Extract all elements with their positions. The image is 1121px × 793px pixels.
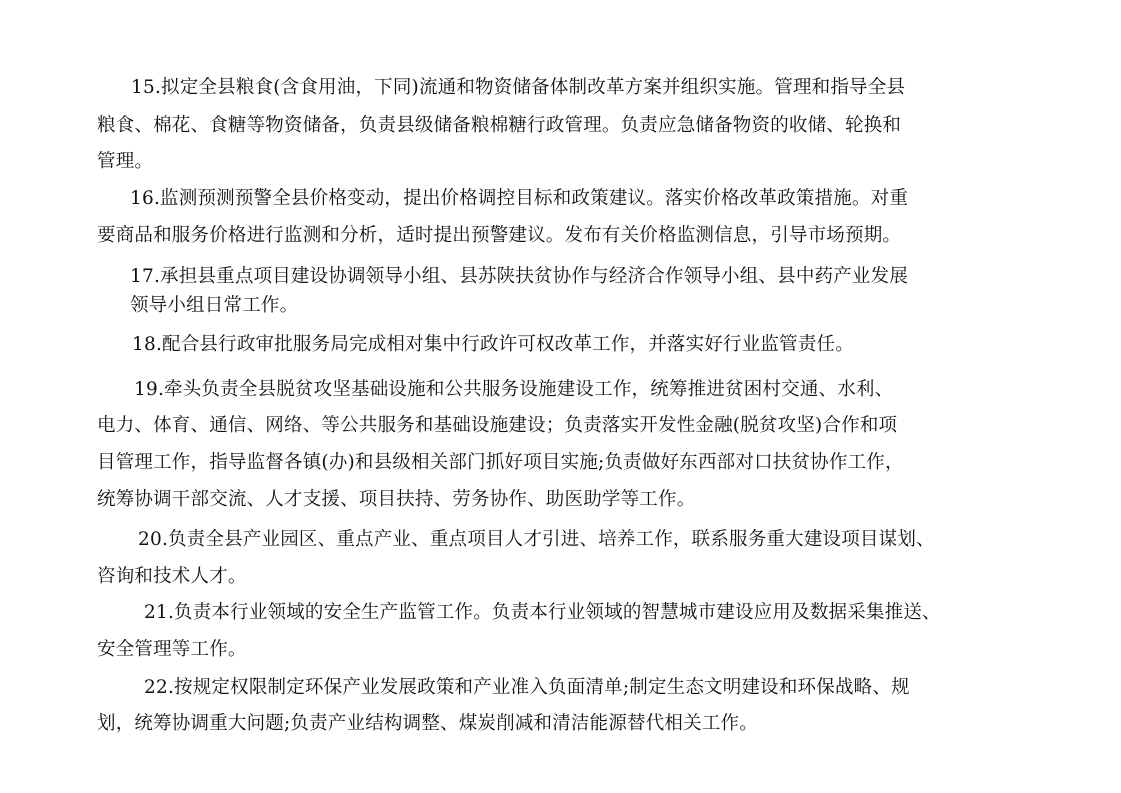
paragraph-15-line-3: 管理。 [97,151,154,172]
paragraph-16-line-1: 16.监测预测预警全县价格变动，提出价格调控目标和政策建议。落实价格改革政策措施。对重 [130,188,909,209]
paragraph-19-line-1: 19.牵头负责全县脱贫攻坚基础设施和公共服务设施建设工作，统筹推进贫困村交通、水利、 [134,379,894,400]
paragraph-15-line-1: 15.拟定全县粮食(含食用油，下同)流通和物资储备体制改革方案并组织实施。管理和指导全县 [131,77,906,98]
paragraph-16-line-2: 要商品和服务价格进行监测和分析，适时提出预警建议。发布有关价格监测信息，引导市场预期。 [97,225,902,246]
paragraph-20-line-1: 20.负责全县产业园区、重点产业、重点项目人才引进、培养工作，联系服务重大建设项目谋划、 [138,529,935,550]
paragraph-21-line-2: 安全管理等工作。 [97,639,247,660]
paragraph-15-line-2: 粮食、棉花、食糖等物资储备，负责县级储备粮棉糖行政管理。负责应急储备物资的收储、轮换和 [97,115,902,136]
paragraph-22-line-2: 划，统筹协调重大问题;负责产业结构调整、煤炭削减和清洁能源替代相关工作。 [97,713,758,734]
paragraph-20-line-2: 咨询和技术人才。 [97,566,247,587]
paragraph-18-line-1: 18.配合县行政审批服务局完成相对集中行政许可权改革工作，并落实好行业监管责任。 [132,334,854,355]
paragraph-19-line-4: 统筹协调干部交流、人才支援、项目扶持、劳务协作、助医助学等工作。 [97,489,696,510]
paragraph-19-line-2: 电力、体育、通信、网络、等公共服务和基础设施建设；负责落实开发性金融(脱贫攻坚)合作和项 [97,415,898,436]
paragraph-19-line-3: 目管理工作，指导监督各镇(办)和县级相关部门抓好项目实施;负责做好东西部对口扶贫协作工作， [97,452,904,473]
paragraph-17-line-1: 17.承担县重点项目建设协调领导小组、县苏陕扶贫协作与经济合作领导小组、县中药产业发展 [130,266,909,287]
paragraph-22-line-1: 22.按规定权限制定环保产业发展政策和产业准入负面清单;制定生态文明建设和环保战略、规 [144,677,910,698]
paragraph-21-line-1: 21.负责本行业领域的安全生产监管工作。负责本行业领域的智慧城市建设应用及数据采集推送、 [144,602,941,623]
paragraph-17-line-2: 领导小组日常工作。 [130,295,299,316]
